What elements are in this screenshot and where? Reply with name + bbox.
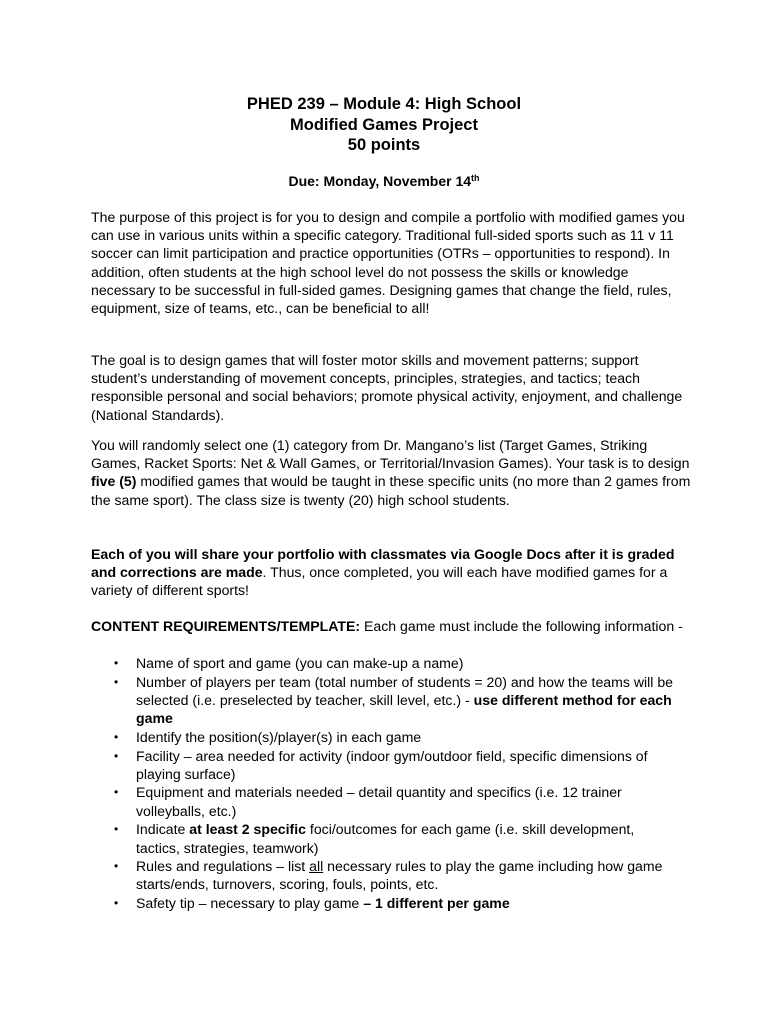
due-date [0, 172, 768, 190]
requirement-emphasis: use different method for each game [136, 691, 672, 727]
content-requirements-text: Each game must include the following information - [360, 618, 683, 634]
bullet-icon: • [114, 859, 119, 874]
list-item [91, 673, 681, 728]
title-line-project: Modified Games Project [290, 115, 478, 134]
document-title [0, 94, 768, 156]
requirement-text: Facility – area needed for activity (indoor gym/outdoor field, specific dimensions of playing surface) [136, 747, 648, 782]
title-line-course: PHED 239 – Module 4: High School [246, 95, 522, 113]
requirement-emphasis: at least 2 specific [189, 821, 307, 838]
purpose-text: The purpose of this project is for you to design and compile a portfolio with modified games you can use in various units within a specific category. Traditional full-sided sports such as 11 v 11 soccer can limit participation and practice opportunities (OTRs – opportunities to respond). In addition, often students at the high school level do not possess the skills or knowledge necessary to be successful in full-sided games. Designing games that change the field, rules, equipment, size of teams, etc., can be beneficial to all! [91, 209, 685, 317]
requirement-emphasis: – 1 different per game [363, 895, 510, 912]
selection-text-a: You will randomly select one (1) category from Dr. Mangano’s list (Target Games, Striking Games, Racket Sports: Net & Wall Games, or Territorial/Invasion Games). Your task is to design [91, 437, 690, 472]
requirement-text: Indicate [136, 821, 190, 838]
requirement-text: Number of players per team (total number of students = 20) and how the teams will be selected (i.e. preselected by teacher, skill level, etc.) - [136, 673, 674, 708]
requirement-text: Rules and regulations – list [136, 858, 310, 875]
list-item [91, 783, 681, 819]
content-requirements-heading [91, 617, 691, 635]
goal-text: The goal is to design games that will foster motor skills and movement patterns; support student’s understanding of movement concepts, principles, strategies, and tactics; teach responsible personal and social behaviors; promote physical activity, enjoyment, and challenge (National Standards). [91, 352, 683, 423]
list-item [91, 894, 681, 912]
share-paragraph [91, 545, 691, 600]
bullet-icon: • [114, 729, 119, 744]
share-text-rest: . Thus, once completed, you will each have modified games for a variety of different sports! [91, 564, 668, 599]
selection-text-b: modified games that would be taught in these specific units (no more than 2 games from the same sport). The class size is twenty (20) high school students. [91, 473, 691, 508]
bullet-icon: • [114, 656, 119, 670]
share-text-bold: Each of you will share your portfolio with classmates via Google Docs after it is graded and corrections are made [91, 546, 675, 581]
goal-paragraph [91, 351, 691, 424]
bullet-icon: • [114, 896, 119, 911]
bullet-icon: • [114, 822, 119, 837]
list-item [91, 820, 681, 856]
bullet-icon: • [114, 674, 119, 689]
due-date-text: Due: Monday, November 14 [288, 173, 472, 189]
list-item [91, 857, 681, 893]
list-item [91, 654, 681, 672]
requirement-underline: all [309, 858, 324, 875]
selection-count: five (5) [91, 473, 137, 490]
requirement-text: Name of sport and game (you can make-up a name) [136, 655, 464, 671]
requirement-text: Identify the position(s)/player(s) in each game [136, 728, 422, 745]
purpose-paragraph [91, 208, 691, 317]
bullet-icon: • [114, 748, 119, 763]
list-item [91, 747, 681, 783]
requirement-text: Equipment and materials needed – detail quantity and specifics (i.e. 12 trainer volleyballs, etc.) [136, 784, 622, 819]
bullet-icon: • [114, 785, 119, 800]
content-requirements-label: CONTENT REQUIREMENTS/TEMPLATE: [91, 618, 361, 634]
list-item [91, 728, 681, 746]
selection-paragraph [91, 436, 691, 509]
title-line-points: 50 points [347, 136, 421, 154]
requirement-text-cont: foci/outcomes for each game (i.e. skill development, tactics, strategies, teamwork) [136, 821, 635, 856]
requirement-text-cont: necessary rules to play the game including how game starts/ends, turnovers, scoring, fouls, points, etc. [136, 858, 663, 893]
due-date-suffix: th [471, 173, 480, 183]
requirements-list [91, 654, 681, 913]
requirement-text: Safety tip – necessary to play game [136, 895, 364, 912]
